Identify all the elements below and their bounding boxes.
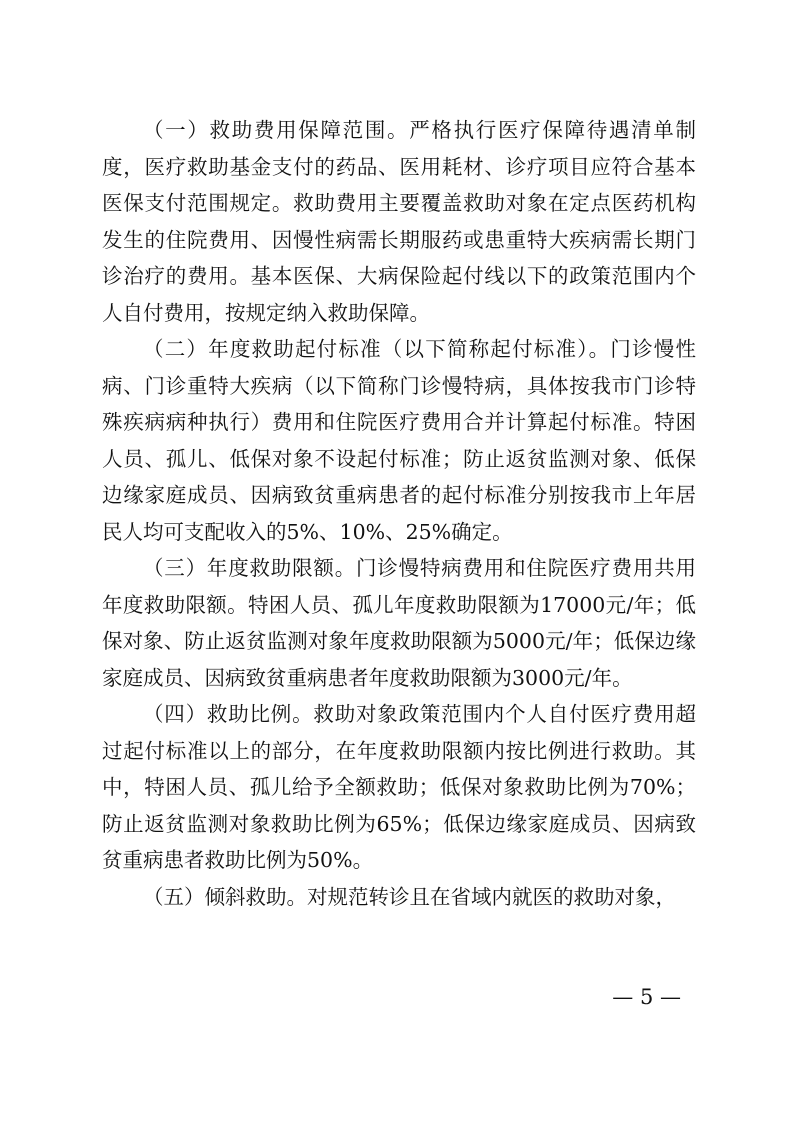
paragraph-deductible: （二）年度救助起付标准（以下简称起付标准）。门诊慢性病、门诊重特大疾病（以下简称门诊慢特病，具体按我市门诊特殊疾病病种执行）费用和住院医疗费用合并计算起付标准。特困人员、孤儿、低保对象不设起付标准；防止返贫监测对象、低保边缘家庭成员、因病致贫重病患者的起付标准分别按我市上年居民人均可支配收入的5%、10%、25%确定。	[102, 337, 696, 544]
paragraph-tilted: （五）倾斜救助。对规范转诊且在省域内就医的救助对象，	[143, 884, 676, 909]
document-body	[102, 112, 696, 915]
paragraph-ratio: （四）救助比例。救助对象政策范围内个人自付医疗费用超过起付标准以上的部分，在年度救助限额内按比例进行救助。其中，特困人员、孤儿给予全额救助；低保对象救助比例为70%；防止返贫监测对象救助比例为65%；低保边缘家庭成员、因病致贫重病患者救助比例为50%。	[102, 702, 696, 872]
paragraph-coverage: （一）救助费用保障范围。严格执行医疗保障待遇清单制度，医疗救助基金支付的药品、医用耗材、诊疗项目应符合基本医保支付范围规定。救助费用主要覆盖救助对象在定点医药机构发生的住院费用、因慢性病需长期服药或患重特大疾病需长期门诊治疗的费用。基本医保、大病保险起付线以下的政策范围内个人自付费用，按规定纳入救助保障。	[102, 118, 696, 325]
paragraph-cap: （三）年度救助限额。门诊慢特病费用和住院医疗费用共用年度救助限额。特困人员、孤儿年度救助限额为17000元/年；低保对象、防止返贫监测对象年度救助限额为5000元/年；低保边缘家庭成员、因病致贫重病患者年度救助限额为3000元/年。	[102, 556, 696, 690]
page-number: — 5 —	[612, 985, 681, 1009]
